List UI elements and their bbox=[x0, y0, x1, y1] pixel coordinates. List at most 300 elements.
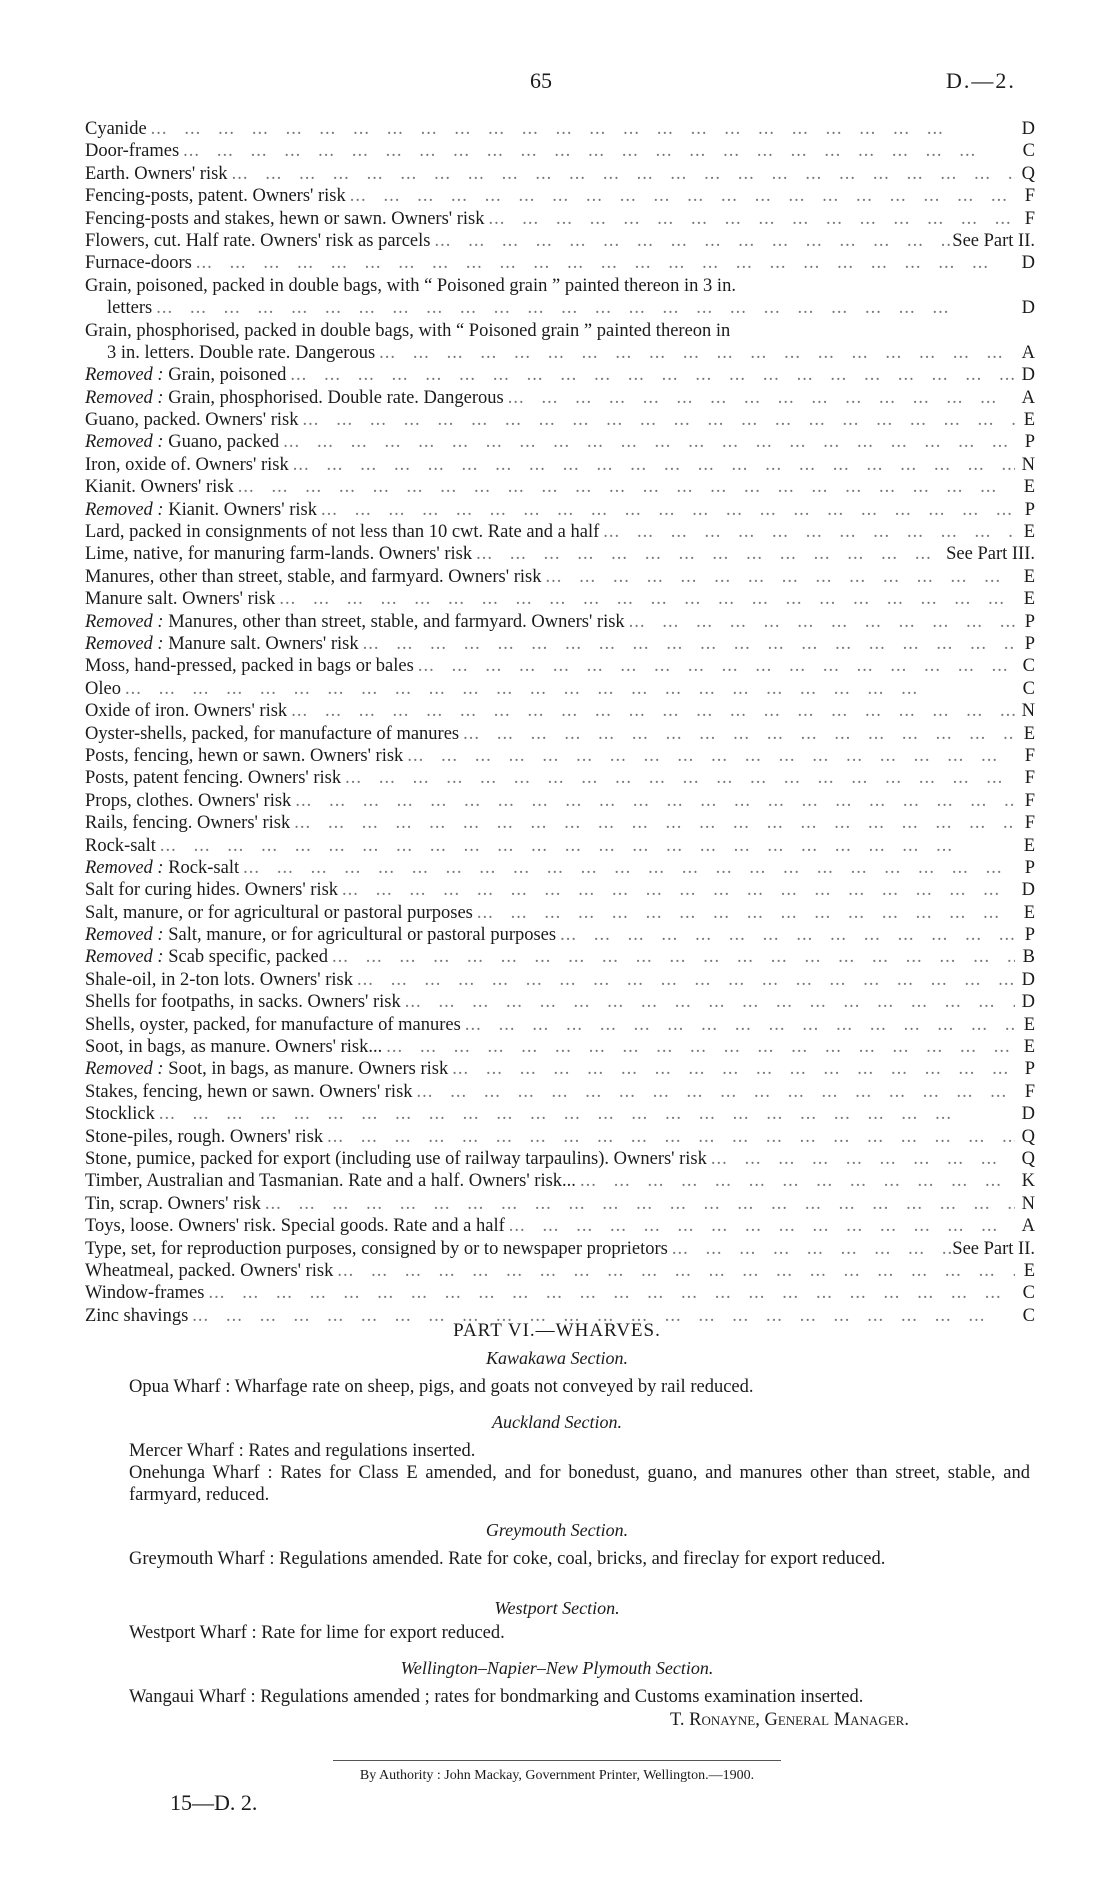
item-label bbox=[85, 678, 121, 700]
leader-dots bbox=[504, 387, 1015, 409]
list-item bbox=[85, 1014, 1035, 1036]
leader-dots bbox=[401, 991, 1015, 1013]
item-text: 3 in. letters. Double rate. Dangerous bbox=[107, 342, 376, 363]
class-code: C bbox=[1022, 141, 1035, 162]
item-text: Scab specific, packed bbox=[168, 947, 328, 968]
item-text: Stakes, fencing, hewn or sawn. Owners' risk bbox=[85, 1081, 413, 1102]
item-text: Shale-oil, in 2-ton lots. Owners' risk bbox=[85, 969, 353, 990]
item-text: Salt, manure, or for agricultural or pastoral purposes bbox=[85, 902, 473, 923]
list-item bbox=[85, 409, 1035, 431]
leader-dots bbox=[156, 835, 1015, 857]
leader-dots bbox=[382, 1036, 1015, 1058]
class-code: D bbox=[1021, 992, 1035, 1013]
see-reference: See Part III. bbox=[946, 544, 1035, 565]
list-item bbox=[85, 946, 1035, 968]
leader-dots bbox=[275, 588, 1015, 610]
leader-dots bbox=[353, 969, 1015, 991]
item-label bbox=[85, 879, 338, 901]
list-item bbox=[85, 566, 1035, 588]
class-code: C bbox=[1022, 1305, 1035, 1326]
item-label bbox=[85, 185, 346, 207]
list-item bbox=[85, 230, 1035, 252]
section-title-kawakawa: Kawakawa Section. bbox=[486, 1348, 628, 1368]
list-item bbox=[85, 879, 1035, 901]
paragraph-text: Onehunga Wharf : Rates for Class E amended, and for bonedust, guano, and manures other than street, stable, and farmyard, reduced. bbox=[129, 1463, 1030, 1505]
list-item bbox=[85, 252, 1035, 274]
list-item bbox=[85, 163, 1035, 185]
leader-dots bbox=[461, 1014, 1015, 1036]
class-code: P bbox=[1024, 1059, 1035, 1080]
leader-dots bbox=[473, 902, 1015, 924]
item-text: Rails, fencing. Owners' risk bbox=[85, 813, 291, 834]
item-text: Shells for footpaths, in sacks. Owners' risk bbox=[85, 992, 401, 1013]
leader-dots bbox=[556, 924, 1015, 946]
list-item bbox=[85, 297, 1035, 319]
paragraph-onehunga-wharf bbox=[85, 1462, 1030, 1506]
section-title-wellington-napier-new-plymouth: Wellington–Napier–New Plymouth Section. bbox=[400, 1658, 714, 1678]
item-text: Oyster-shells, packed, for manufacture of manures bbox=[85, 723, 460, 744]
leader-dots bbox=[403, 745, 1015, 767]
document-reference: D.—2. bbox=[946, 68, 1016, 93]
list-item bbox=[85, 1282, 1035, 1304]
removed-marker: Removed : bbox=[85, 1059, 164, 1080]
removed-marker: Removed : bbox=[85, 925, 164, 946]
class-code: D bbox=[1021, 1104, 1035, 1125]
item-label bbox=[85, 566, 541, 588]
footer-reference: 15—D. 2. bbox=[170, 1790, 258, 1815]
paragraph-text: Westport Wharf : Rate for lime for export reduced. bbox=[129, 1623, 505, 1643]
class-code bbox=[946, 543, 1035, 565]
item-label bbox=[107, 297, 152, 319]
class-code: E bbox=[1023, 589, 1035, 610]
item-text: Salt for curing hides. Owners' risk bbox=[85, 880, 339, 901]
leader-dots bbox=[668, 1238, 952, 1260]
class-code: F bbox=[1024, 790, 1035, 811]
item-label bbox=[85, 1148, 707, 1170]
class-code: P bbox=[1024, 857, 1035, 878]
class-code: E bbox=[1023, 1037, 1035, 1058]
list-item bbox=[85, 1170, 1035, 1192]
list-item bbox=[85, 1126, 1035, 1148]
leader-dots bbox=[234, 476, 1015, 498]
list-item bbox=[85, 812, 1035, 834]
item-text: Wheatmeal, packed. Owners' risk bbox=[85, 1260, 334, 1281]
item-text: Shells, oyster, packed, for manufacture of manures bbox=[85, 1014, 461, 1035]
item-label bbox=[85, 1170, 576, 1192]
list-item bbox=[85, 790, 1035, 812]
item-label bbox=[85, 611, 625, 633]
class-code: N bbox=[1021, 1193, 1035, 1214]
class-code: F bbox=[1024, 1081, 1035, 1102]
leader-dots bbox=[286, 364, 1015, 386]
class-code: C bbox=[1022, 678, 1035, 699]
paragraph-text: Wangaui Wharf : Regulations amended ; rates for bondmarking and Customs examination inserted. bbox=[129, 1687, 864, 1707]
see-reference: See Part II. bbox=[952, 1238, 1035, 1259]
signature-general-manager: T. Ronayne, General Manager. bbox=[670, 1710, 909, 1730]
item-text: Stocklick bbox=[85, 1104, 155, 1125]
item-text: Fencing-posts and stakes, hewn or sawn. Owners' risk bbox=[85, 208, 485, 229]
item-label bbox=[85, 230, 430, 252]
list-item bbox=[85, 185, 1035, 207]
leader-dots bbox=[204, 1282, 1015, 1304]
item-label bbox=[85, 431, 279, 453]
item-text: Manures, other than street, stable, and farmyard. Owners' risk bbox=[85, 566, 542, 587]
item-label bbox=[85, 790, 291, 812]
item-text: Type, set, for reproduction purposes, consigned by or to newspaper proprietors bbox=[85, 1238, 668, 1259]
class-code: F bbox=[1024, 745, 1035, 766]
item-text: Timber, Australian and Tasmanian. Rate and a half. Owners' risk... bbox=[85, 1171, 576, 1192]
item-label bbox=[85, 163, 228, 185]
item-text: Soot, in bags, as manure. Owners' risk... bbox=[85, 1037, 383, 1058]
list-item bbox=[85, 924, 1035, 946]
leader-dots bbox=[333, 1260, 1015, 1282]
leader-dots bbox=[179, 140, 1015, 162]
class-code: E bbox=[1023, 835, 1035, 856]
list-item bbox=[85, 902, 1035, 924]
class-code: Q bbox=[1021, 163, 1035, 184]
class-code: E bbox=[1023, 1014, 1035, 1035]
item-text: Stone-piles, rough. Owners' risk bbox=[85, 1126, 324, 1147]
item-text: Manure salt. Owners' risk bbox=[85, 589, 276, 610]
leader-dots bbox=[155, 1103, 1015, 1125]
item-label bbox=[85, 252, 192, 274]
class-code: Q bbox=[1021, 1148, 1035, 1169]
leader-dots bbox=[289, 454, 1015, 476]
list-item bbox=[85, 140, 1035, 162]
list-item bbox=[85, 723, 1035, 745]
leader-dots bbox=[192, 252, 1015, 274]
part-title: PART VI.—WHARVES. bbox=[453, 1320, 661, 1341]
item-text: Iron, oxide of. Owners' risk bbox=[85, 454, 289, 475]
item-label bbox=[85, 140, 179, 162]
class-code: A bbox=[1021, 342, 1035, 363]
item-text: Grain, poisoned bbox=[168, 365, 287, 386]
class-code: C bbox=[1022, 656, 1035, 677]
list-item bbox=[85, 1260, 1035, 1282]
list-item bbox=[85, 1238, 1035, 1260]
paragraph-greymouth-wharf bbox=[85, 1548, 1030, 1570]
item-text: Door-frames bbox=[85, 141, 180, 162]
class-code: Q bbox=[1021, 1126, 1035, 1147]
list-item bbox=[85, 1215, 1035, 1237]
item-text: Cyanide bbox=[85, 119, 147, 139]
item-text: Oleo bbox=[85, 678, 121, 699]
class-code: P bbox=[1024, 499, 1035, 520]
item-label bbox=[85, 1282, 204, 1304]
class-code: A bbox=[1021, 1216, 1035, 1237]
leader-dots bbox=[448, 1058, 1015, 1080]
item-text: Oxide of iron. Owners' risk bbox=[85, 701, 288, 722]
goods-classification-list bbox=[85, 118, 1035, 1327]
item-text: Posts, fencing, hewn or sawn. Owners' risk bbox=[85, 745, 404, 766]
class-code: N bbox=[1021, 701, 1035, 722]
leader-dots bbox=[291, 790, 1015, 812]
paragraph-opua-wharf bbox=[85, 1376, 1030, 1398]
class-code: E bbox=[1023, 902, 1035, 923]
list-item bbox=[85, 767, 1035, 789]
list-item bbox=[85, 969, 1035, 991]
item-text: Manures, other than street, stable, and farmyard. Owners' risk bbox=[168, 611, 625, 632]
list-item bbox=[85, 1036, 1035, 1058]
item-label bbox=[85, 1215, 505, 1237]
item-label bbox=[85, 364, 286, 386]
item-text: Guano, packed. Owners' risk bbox=[85, 410, 299, 431]
list-item bbox=[85, 1081, 1035, 1103]
leader-dots bbox=[338, 879, 1015, 901]
list-item bbox=[85, 275, 1035, 297]
item-label bbox=[85, 924, 556, 946]
class-code: D bbox=[1021, 365, 1035, 386]
list-item bbox=[85, 1193, 1035, 1215]
class-code: F bbox=[1024, 813, 1035, 834]
paragraph-text: Mercer Wharf : Rates and regulations inserted. bbox=[129, 1441, 476, 1461]
item-text: Salt, manure, or for agricultural or pastoral purposes bbox=[168, 925, 557, 946]
class-code: P bbox=[1024, 611, 1035, 632]
class-code bbox=[952, 1238, 1035, 1260]
list-item bbox=[85, 543, 1035, 565]
class-code: E bbox=[1023, 1260, 1035, 1281]
list-item bbox=[85, 633, 1035, 655]
leader-dots bbox=[328, 946, 1015, 968]
item-text: Zinc shavings bbox=[85, 1305, 189, 1326]
list-item bbox=[85, 700, 1035, 722]
list-item bbox=[85, 364, 1035, 386]
list-item bbox=[85, 835, 1035, 857]
leader-dots bbox=[576, 1170, 1015, 1192]
item-label bbox=[85, 1036, 382, 1058]
item-label bbox=[85, 543, 472, 565]
leader-dots bbox=[341, 767, 1015, 789]
item-text: Grain, phosphorised, packed in double bags, with “ Poisoned grain ” painted thereon in bbox=[85, 320, 731, 341]
item-label bbox=[85, 745, 403, 767]
paragraph-text: Opua Wharf : Wharfage rate on sheep, pigs, and goats not conveyed by rail reduced. bbox=[129, 1377, 754, 1397]
leader-dots bbox=[430, 230, 952, 252]
list-item bbox=[85, 588, 1035, 610]
item-text: Manure salt. Owners' risk bbox=[168, 633, 359, 654]
list-item bbox=[85, 611, 1035, 633]
leader-dots bbox=[121, 678, 1015, 700]
class-code: E bbox=[1023, 477, 1035, 498]
list-item bbox=[85, 454, 1035, 476]
class-code: F bbox=[1024, 768, 1035, 789]
item-label bbox=[85, 1126, 323, 1148]
leader-dots bbox=[261, 1193, 1015, 1215]
see-reference: See Part II. bbox=[952, 230, 1035, 251]
list-item bbox=[85, 387, 1035, 409]
paragraph-westport-wharf bbox=[85, 1622, 1030, 1644]
section-title-greymouth: Greymouth Section. bbox=[485, 1520, 629, 1540]
list-item bbox=[85, 678, 1035, 700]
leader-dots bbox=[505, 1215, 1015, 1237]
list-item bbox=[85, 1058, 1035, 1080]
item-label bbox=[85, 275, 736, 297]
class-code: D bbox=[1021, 969, 1035, 990]
item-label bbox=[85, 633, 359, 655]
leader-dots bbox=[414, 655, 1015, 677]
item-text: Guano, packed bbox=[168, 432, 280, 453]
item-text: Grain, phosphorised. Double rate. Dangerous bbox=[168, 387, 504, 408]
class-code: D bbox=[1021, 119, 1035, 139]
removed-marker: Removed : bbox=[85, 633, 164, 654]
class-code: A bbox=[1021, 387, 1035, 408]
item-label bbox=[85, 387, 504, 409]
section-title-westport: Westport Section. bbox=[494, 1598, 620, 1618]
item-label bbox=[85, 1238, 668, 1260]
leader-dots bbox=[317, 499, 1015, 521]
item-text: Tin, scrap. Owners' risk bbox=[85, 1193, 261, 1214]
item-label bbox=[85, 1103, 155, 1125]
item-label bbox=[107, 342, 375, 364]
leader-dots bbox=[228, 163, 1015, 185]
divider bbox=[333, 1760, 781, 1761]
item-text: Grain, poisoned, packed in double bags, with “ Poisoned grain ” painted thereon in 3 in. bbox=[85, 275, 736, 296]
class-code: B bbox=[1022, 947, 1035, 968]
item-label bbox=[85, 320, 730, 342]
item-label bbox=[85, 118, 147, 140]
leader-dots bbox=[290, 812, 1015, 834]
leader-dots bbox=[323, 1126, 1015, 1148]
removed-marker: Removed : bbox=[85, 857, 164, 878]
item-label bbox=[85, 1193, 261, 1215]
item-text: Furnace-doors bbox=[85, 253, 192, 274]
list-item bbox=[85, 342, 1035, 364]
removed-marker: Removed : bbox=[85, 947, 164, 968]
item-label bbox=[85, 1014, 461, 1036]
item-text: Rock-salt bbox=[85, 835, 156, 856]
class-code: E bbox=[1023, 410, 1035, 431]
class-code bbox=[952, 230, 1035, 252]
page-number: 65 bbox=[530, 68, 552, 93]
item-text: Lard, packed in consignments of not less than 10 cwt. Rate and a half bbox=[85, 522, 600, 543]
list-item bbox=[85, 476, 1035, 498]
leader-dots bbox=[472, 543, 946, 565]
class-code: N bbox=[1021, 454, 1035, 475]
list-item bbox=[85, 208, 1035, 230]
item-text: Kianit. Owners' risk bbox=[168, 499, 317, 520]
list-item bbox=[85, 991, 1035, 1013]
leader-dots bbox=[625, 611, 1015, 633]
item-label bbox=[85, 499, 317, 521]
item-label bbox=[85, 835, 156, 857]
item-text: Lime, native, for manuring farm-lands. Owners' risk bbox=[85, 544, 473, 565]
class-code: D bbox=[1021, 253, 1035, 274]
removed-marker: Removed : bbox=[85, 365, 164, 386]
item-text: Flowers, cut. Half rate. Owners' risk as parcels bbox=[85, 230, 431, 251]
item-label bbox=[85, 857, 239, 879]
item-text: Earth. Owners' risk bbox=[85, 163, 228, 184]
class-code: D bbox=[1021, 298, 1035, 319]
removed-marker: Removed : bbox=[85, 432, 164, 453]
item-label bbox=[85, 476, 234, 498]
item-label bbox=[85, 588, 275, 610]
removed-marker: Removed : bbox=[85, 387, 164, 408]
item-text: Rock-salt bbox=[168, 857, 240, 878]
item-label bbox=[85, 1081, 413, 1103]
paragraph-wangaui-wharf bbox=[85, 1686, 1030, 1708]
leader-dots bbox=[707, 1148, 1015, 1170]
item-text: Posts, patent fencing. Owners' risk bbox=[85, 768, 342, 789]
class-code: P bbox=[1024, 633, 1035, 654]
list-item bbox=[85, 499, 1035, 521]
item-text: letters bbox=[107, 298, 153, 319]
item-label bbox=[85, 969, 353, 991]
item-label bbox=[85, 655, 414, 677]
paragraph-text: Greymouth Wharf : Regulations amended. Rate for coke, coal, bricks, and fireclay for export reduced. bbox=[129, 1549, 886, 1569]
printer-imprint: By Authority : John Mackay, Government Printer, Wellington.—1900. bbox=[359, 1768, 755, 1783]
paragraph-mercer-wharf bbox=[85, 1440, 1030, 1462]
item-label bbox=[85, 946, 328, 968]
leader-dots bbox=[147, 118, 1015, 140]
class-code: P bbox=[1024, 925, 1035, 946]
class-code: C bbox=[1022, 1283, 1035, 1304]
class-code: E bbox=[1023, 522, 1035, 543]
leader-dots bbox=[287, 700, 1015, 722]
class-code: E bbox=[1023, 723, 1035, 744]
item-text: Window-frames bbox=[85, 1283, 205, 1304]
list-item bbox=[85, 1103, 1035, 1125]
leader-dots bbox=[152, 297, 1015, 319]
leader-dots bbox=[484, 208, 1015, 230]
leader-dots bbox=[541, 566, 1015, 588]
item-label bbox=[85, 902, 473, 924]
item-label bbox=[85, 723, 459, 745]
item-label bbox=[85, 1058, 448, 1080]
leader-dots bbox=[298, 409, 1015, 431]
item-label bbox=[85, 521, 599, 543]
item-text: Stone, pumice, packed for export (including use of railway tarpaulins). Owners' risk bbox=[85, 1148, 707, 1169]
class-code: E bbox=[1023, 566, 1035, 587]
leader-dots bbox=[239, 857, 1015, 879]
item-text: Moss, hand-pressed, packed in bags or bales bbox=[85, 656, 414, 677]
item-text: Toys, loose. Owners' risk. Special goods. Rate and a half bbox=[85, 1216, 505, 1237]
item-label bbox=[85, 767, 341, 789]
list-item bbox=[85, 431, 1035, 453]
item-label bbox=[85, 1260, 333, 1282]
item-text: Soot, in bags, as manure. Owners risk bbox=[168, 1059, 449, 1080]
list-item bbox=[85, 745, 1035, 767]
item-label bbox=[85, 208, 484, 230]
item-text: Fencing-posts, patent. Owners' risk bbox=[85, 186, 346, 207]
leader-dots bbox=[346, 185, 1015, 207]
item-label bbox=[85, 454, 289, 476]
item-text: Kianit. Owners' risk bbox=[85, 477, 234, 498]
list-item bbox=[85, 857, 1035, 879]
section-title-auckland: Auckland Section. bbox=[492, 1412, 622, 1432]
leader-dots bbox=[413, 1081, 1015, 1103]
list-item bbox=[85, 118, 1035, 140]
class-code: F bbox=[1024, 186, 1035, 207]
list-item bbox=[85, 1148, 1035, 1170]
list-item bbox=[85, 320, 1035, 342]
leader-dots bbox=[599, 521, 1015, 543]
item-label bbox=[85, 991, 401, 1013]
leader-dots bbox=[459, 723, 1015, 745]
leader-dots bbox=[375, 342, 1015, 364]
class-code: F bbox=[1024, 208, 1035, 229]
leader-dots bbox=[279, 431, 1015, 453]
removed-marker: Removed : bbox=[85, 611, 164, 632]
class-code: P bbox=[1024, 432, 1035, 453]
class-code: K bbox=[1021, 1171, 1035, 1192]
item-text: Props, clothes. Owners' risk bbox=[85, 790, 292, 811]
removed-marker: Removed : bbox=[85, 499, 164, 520]
item-label bbox=[85, 700, 287, 722]
item-label bbox=[85, 812, 290, 834]
list-item bbox=[85, 521, 1035, 543]
leader-dots bbox=[359, 633, 1015, 655]
item-label bbox=[85, 409, 298, 431]
class-code: D bbox=[1021, 880, 1035, 901]
